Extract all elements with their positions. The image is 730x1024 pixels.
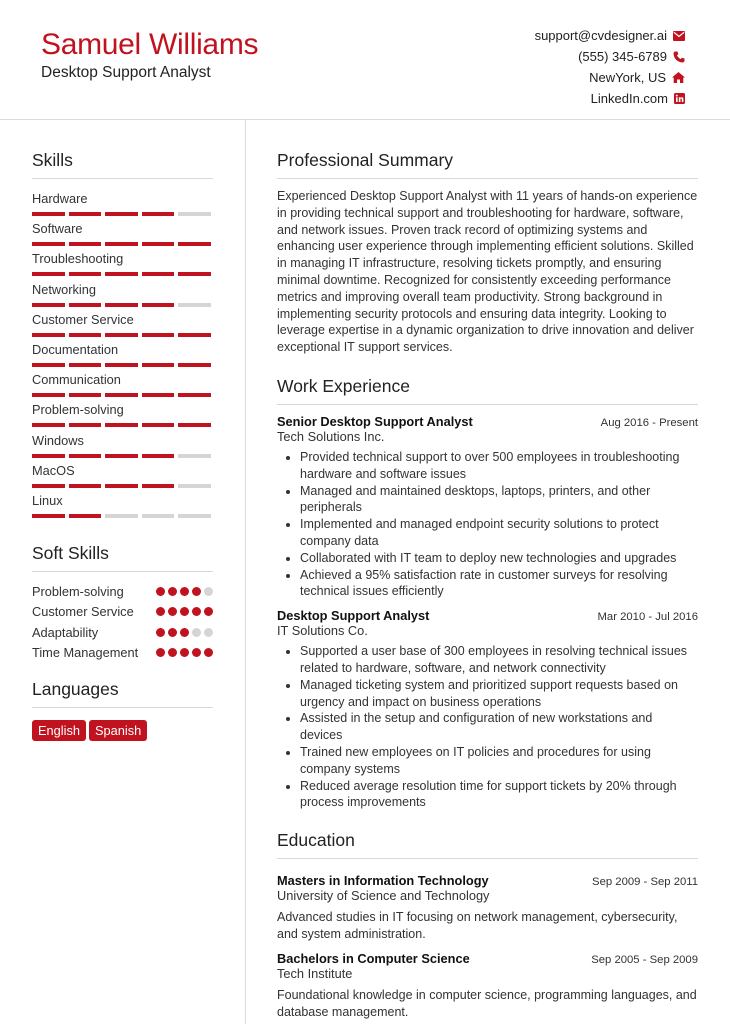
rating-dot	[204, 607, 213, 616]
column-divider	[245, 120, 246, 1024]
rating-dot	[156, 628, 165, 637]
rating-dot	[156, 587, 165, 596]
skill-level-bar	[32, 484, 213, 488]
rating-dot	[168, 587, 177, 596]
skill-level-segment	[142, 454, 175, 458]
rating-dot	[168, 648, 177, 657]
skill-level-segment	[69, 303, 102, 307]
skill-name: Documentation	[32, 341, 119, 357]
header-divider	[0, 119, 730, 120]
skills-heading: Skills	[32, 150, 213, 179]
contact-phone[interactable]	[535, 46, 685, 67]
job-bullets	[277, 449, 698, 600]
soft-skill-item	[32, 625, 213, 641]
rating-dot	[204, 648, 213, 657]
skill-level-segment	[142, 303, 175, 307]
skill-name: Communication	[32, 372, 121, 388]
job-bullet: • Reduced average resolution time for support tickets by 20% through process improvements	[300, 778, 698, 812]
candidate-name: Samuel Williams	[41, 28, 259, 61]
skill-level-segment	[32, 484, 65, 488]
skill-level-segment	[178, 333, 211, 337]
school-name: Tech Institute	[277, 965, 353, 981]
skill-level-bar	[32, 423, 213, 427]
rating-dot	[192, 587, 201, 596]
skill-level-segment	[32, 423, 65, 427]
skill-level-segment	[178, 393, 211, 397]
job-dates: Mar 2010 - Jul 2016	[597, 611, 698, 624]
rating-dot	[204, 628, 213, 637]
rating-dot	[204, 587, 213, 596]
soft-skills-heading: Soft Skills	[32, 543, 213, 572]
skill-level-segment	[69, 242, 102, 246]
home-icon	[672, 72, 685, 83]
skill-level-segment	[105, 212, 138, 216]
skill-item	[32, 342, 213, 372]
rating-dot	[192, 628, 201, 637]
skill-level-bar	[32, 333, 213, 337]
skill-level-segment	[105, 423, 138, 427]
skill-level-segment	[32, 303, 65, 307]
rating-dot	[180, 607, 189, 616]
rating-dot	[192, 607, 201, 616]
skill-level-segment	[32, 333, 65, 337]
skill-name: Troubleshooting	[32, 251, 124, 267]
skill-level-segment	[32, 212, 65, 216]
skill-level-segment	[105, 303, 138, 307]
rating-dot	[156, 648, 165, 657]
soft-skill-name: Customer Service	[32, 604, 134, 620]
job-bullet: • Managed and maintained desktops, laptops, printers, and other peripherals	[300, 483, 698, 517]
job-company: Tech Solutions Inc.	[277, 428, 385, 444]
job-bullet: • Provided technical support to over 500 employees in troubleshooting hardware and software issues	[300, 449, 698, 483]
job-bullet: • Supported a user base of 300 employees in resolving technical issues related to hardware, software, and network connectivity	[300, 643, 698, 677]
skill-level-segment	[142, 514, 175, 518]
skill-level-bar	[32, 363, 213, 367]
skill-name: Linux	[32, 492, 63, 508]
job-bullet: • Assisted in the setup and configuration of new workstations and devices	[300, 710, 698, 744]
skill-level-segment	[69, 484, 102, 488]
skill-level-segment	[69, 363, 102, 367]
skill-level-segment	[32, 242, 65, 246]
contact-location	[535, 67, 685, 88]
degree-title: Masters in Information Technology	[277, 873, 489, 889]
rating-dot	[192, 648, 201, 657]
skill-level-segment	[69, 423, 102, 427]
job-bullet: • Achieved a 95% satisfaction rate in customer surveys for resolving technical issues efficiently	[300, 567, 698, 601]
job-bullet: • Implemented and managed endpoint security solutions to protect company data	[300, 516, 698, 550]
job-bullets	[277, 643, 698, 811]
main-content	[277, 150, 698, 1020]
education-dates: Sep 2009 - Sep 2011	[592, 876, 698, 889]
location-text: NewYork, US	[589, 70, 666, 85]
education-list	[277, 873, 698, 1020]
degree-title: Bachelors in Computer Science	[277, 950, 470, 966]
experience-heading: Work Experience	[277, 376, 698, 405]
skills-list	[32, 191, 213, 523]
school-name: University of Science and Technology	[277, 888, 490, 904]
job-company: IT Solutions Co.	[277, 623, 368, 639]
rating-dot	[156, 607, 165, 616]
job-title: Desktop Support Analyst	[277, 608, 430, 624]
skill-name: Hardware	[32, 191, 88, 206]
candidate-title: Desktop Support Analyst	[41, 64, 211, 81]
skill-name: Problem-solving	[32, 402, 124, 418]
languages-heading: Languages	[32, 679, 213, 708]
skill-item	[32, 402, 213, 432]
job-header	[277, 414, 698, 429]
skill-level-segment	[105, 484, 138, 488]
soft-skill-item	[32, 645, 213, 661]
skill-level-segment	[69, 514, 102, 518]
envelope-icon	[673, 31, 685, 41]
skill-level-segment	[105, 514, 138, 518]
sidebar	[32, 150, 213, 741]
skill-level-segment	[142, 242, 175, 246]
soft-skill-rating	[156, 607, 213, 616]
skill-name: MacOS	[32, 462, 75, 478]
experience-list	[277, 414, 698, 811]
skill-level-bar	[32, 272, 213, 276]
skill-level-segment	[105, 363, 138, 367]
skill-level-bar	[32, 514, 213, 518]
rating-dot	[168, 628, 177, 637]
soft-skill-rating	[156, 648, 213, 657]
skill-level-bar	[32, 454, 213, 458]
education-header	[277, 873, 698, 888]
skill-item	[32, 493, 213, 523]
skill-level-segment	[142, 212, 175, 216]
job-bullet: • Collaborated with IT team to deploy new technologies and upgrades	[300, 550, 698, 567]
resume-header	[0, 0, 730, 120]
skill-item	[32, 463, 213, 493]
skill-level-bar	[32, 393, 213, 397]
job-title: Senior Desktop Support Analyst	[277, 413, 473, 429]
skill-level-segment	[32, 514, 65, 518]
summary-heading: Professional Summary	[277, 150, 698, 179]
contact-list	[535, 25, 685, 109]
linkedin-text[interactable]: LinkedIn.com	[590, 91, 668, 106]
skill-level-segment	[178, 212, 211, 216]
soft-skill-item	[32, 604, 213, 620]
skill-level-segment	[105, 393, 138, 397]
skill-level-segment	[142, 272, 175, 276]
job-header	[277, 608, 698, 623]
job-bullet: • Trained new employees on IT policies and procedures for using company systems	[300, 744, 698, 778]
skill-name: Networking	[32, 281, 97, 297]
education-description: Advanced studies in IT focusing on network management, cybersecurity, and system administration.	[277, 910, 678, 941]
phone-text[interactable]: (555) 345-6789	[578, 49, 667, 64]
skill-level-segment	[32, 454, 65, 458]
education-description: Foundational knowledge in computer science, programming languages, and database management.	[277, 987, 697, 1019]
education-dates: Sep 2005 - Sep 2009	[591, 953, 698, 966]
education-entry	[277, 951, 698, 1021]
skill-level-segment	[69, 212, 102, 216]
soft-skill-name: Problem-solving	[32, 584, 124, 600]
skill-name: Software	[32, 221, 83, 237]
summary-text: Experienced Desktop Support Analyst with 11 years of hands-on experience in providing technical support and troubleshooting for hardware, software, and network issues. Proven track record of optimizing systems and enhancing user experience through implementing efficient solutions. Skilled in managing IT infrastructure, resolving tickets promptly, and ensuring minimal downtime. Recognized for consistently exceeding performance metrics and improving overall team productivity. Strong background in implementing security protocols and ensuring data integrity. Looking to leverage expertise in a dynamic organization to drive innovation and deliver exceptional IT support services.	[277, 189, 698, 355]
language-tag: English	[32, 720, 86, 741]
skill-level-segment	[69, 333, 102, 337]
skill-name: Customer Service	[32, 311, 134, 327]
skill-level-segment	[142, 363, 175, 367]
skill-level-bar	[32, 303, 213, 307]
rating-dot	[180, 587, 189, 596]
skill-item	[32, 433, 213, 463]
skill-level-segment	[178, 363, 211, 367]
skill-level-segment	[69, 272, 102, 276]
skill-level-segment	[178, 423, 211, 427]
skill-level-segment	[32, 363, 65, 367]
job-entry	[277, 414, 698, 600]
job-dates: Aug 2016 - Present	[600, 416, 698, 429]
skill-level-segment	[178, 272, 211, 276]
email-text[interactable]: support@cvdesigner.ai	[534, 28, 667, 43]
skill-level-segment	[142, 333, 175, 337]
skill-level-segment	[105, 242, 138, 246]
soft-skill-name: Adaptability	[32, 625, 99, 641]
job-entry	[277, 608, 698, 811]
education-header	[277, 951, 698, 966]
skill-item	[32, 191, 213, 221]
skill-item	[32, 282, 213, 312]
skill-level-segment	[142, 393, 175, 397]
rating-dot	[180, 648, 189, 657]
contact-linkedin[interactable]	[535, 88, 685, 109]
linkedin-icon	[674, 93, 685, 104]
soft-skill-rating	[156, 628, 213, 637]
skill-item	[32, 312, 213, 342]
soft-skill-name: Time Management	[32, 645, 139, 661]
education-entry	[277, 873, 698, 943]
skill-level-segment	[69, 454, 102, 458]
skill-level-segment	[32, 393, 65, 397]
languages-list	[32, 720, 213, 741]
skill-level-segment	[178, 242, 211, 246]
skill-level-segment	[178, 514, 211, 518]
skill-level-segment	[105, 333, 138, 337]
skill-level-segment	[178, 303, 211, 307]
education-heading: Education	[277, 830, 698, 859]
skill-level-segment	[105, 454, 138, 458]
skill-item	[32, 251, 213, 281]
rating-dot	[180, 628, 189, 637]
contact-email[interactable]	[535, 25, 685, 46]
skill-name: Windows	[32, 432, 84, 448]
skill-level-segment	[69, 393, 102, 397]
skill-item	[32, 372, 213, 402]
soft-skills-list	[32, 584, 213, 661]
soft-skill-item	[32, 584, 213, 600]
rating-dot	[168, 607, 177, 616]
skill-item	[32, 221, 213, 251]
skill-level-bar	[32, 242, 213, 246]
skill-level-segment	[142, 484, 175, 488]
skill-level-segment	[142, 423, 175, 427]
skill-level-segment	[32, 272, 65, 276]
job-bullet: • Managed ticketing system and prioritized support requests based on urgency and impact on business operations	[300, 677, 698, 711]
skill-level-segment	[178, 454, 211, 458]
skill-level-bar	[32, 212, 213, 216]
phone-icon	[673, 51, 685, 63]
skill-level-segment	[105, 272, 138, 276]
language-tag: Spanish	[89, 720, 147, 741]
skill-level-segment	[178, 484, 211, 488]
soft-skill-rating	[156, 587, 213, 596]
